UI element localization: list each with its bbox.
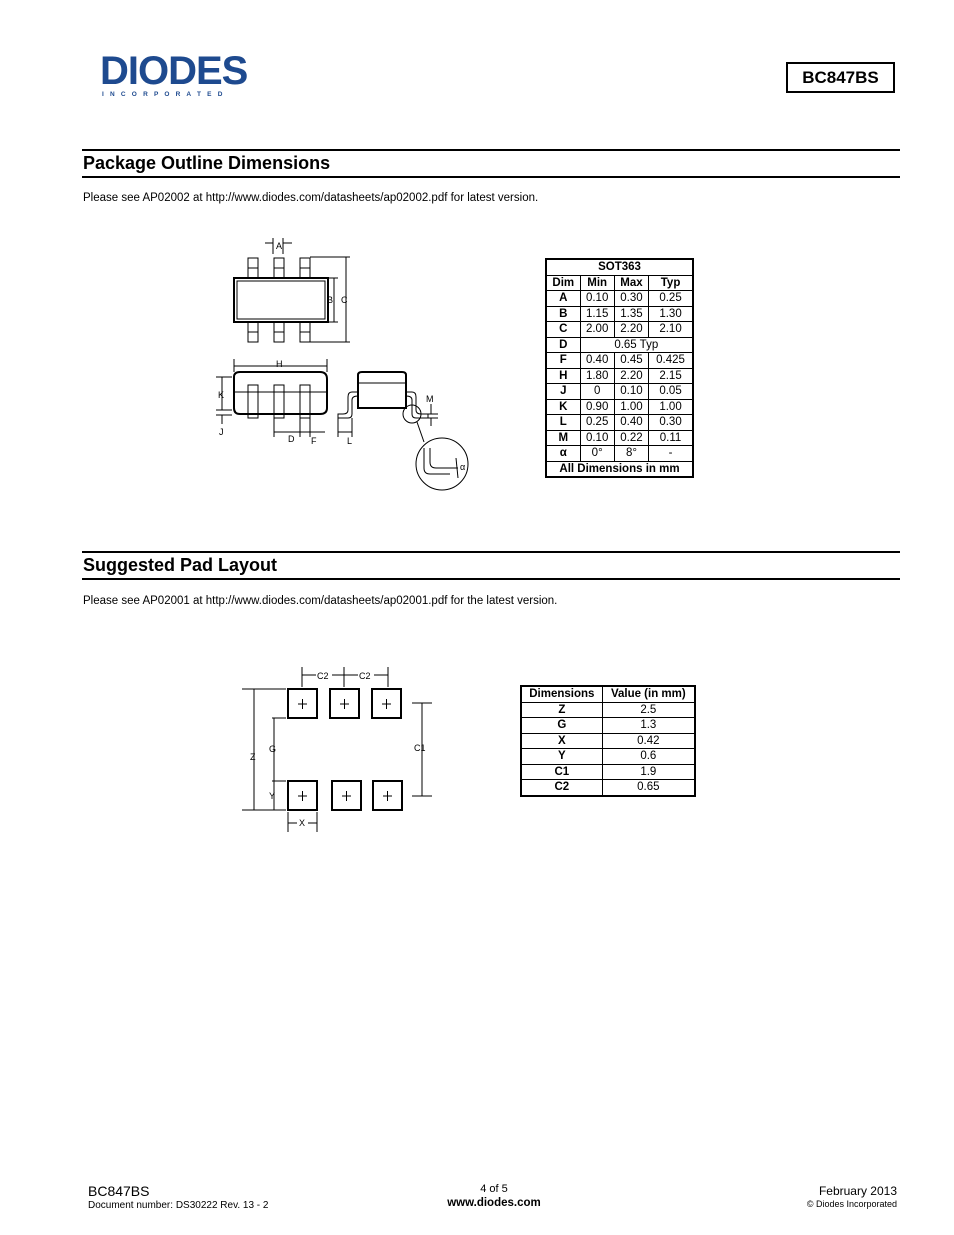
table-cell: 0.05 (649, 384, 693, 400)
part-number-box (786, 62, 895, 93)
pad-layout-drawing (240, 662, 440, 837)
table-cell: 0.25 (580, 415, 614, 431)
dim-label-alpha: α (460, 462, 466, 472)
section-title-pad-layout: Suggested Pad Layout (82, 551, 900, 580)
table-cell: α (546, 446, 580, 462)
footer-part-number: BC847BS (88, 1183, 150, 1199)
table-cell: 0.30 (614, 291, 648, 307)
table-cell: A (546, 291, 580, 307)
table-cell: 8° (614, 446, 648, 462)
footer-page: 4 of 5 (480, 1183, 508, 1195)
table-cell: 2.20 (614, 368, 648, 384)
footer-copyright: © Diodes Incorporated (806, 1199, 897, 1209)
table-row (521, 733, 695, 749)
table-cell: X (521, 733, 602, 749)
section-title-package-outline: Package Outline Dimensions (82, 149, 900, 178)
logo-text: DIODES (100, 50, 248, 93)
table-footer-row (546, 461, 693, 477)
footer-website-link[interactable]: www.diodes.com (447, 1197, 541, 1209)
table-cell: K (546, 399, 580, 415)
table-row (546, 322, 693, 338)
table-row (546, 306, 693, 322)
table-cell: 0 (580, 384, 614, 400)
dim-label-h: H (276, 359, 283, 369)
table-cell: C1 (521, 764, 602, 780)
table-cell: C (546, 322, 580, 338)
table-row (546, 353, 693, 369)
dim-label-b: B (327, 295, 334, 305)
table-cell: D (546, 337, 580, 353)
pad-label-g: G (269, 744, 277, 754)
column-header: Max (614, 275, 648, 291)
table-row (546, 446, 693, 462)
table-cell: 0.42 (602, 733, 695, 749)
table-cell: 2.15 (649, 368, 693, 384)
table-footer: All Dimensions in mm (546, 461, 693, 477)
dim-label-f: F (311, 436, 317, 446)
table-cell: B (546, 306, 580, 322)
column-header: Min (580, 275, 614, 291)
table-row (546, 430, 693, 446)
table-cell: 0.22 (614, 430, 648, 446)
table-cell: 2.00 (580, 322, 614, 338)
table-cell: Y (521, 749, 602, 765)
table-cell: L (546, 415, 580, 431)
table-cell: 2.20 (614, 322, 648, 338)
pad-label-z: Z (250, 752, 256, 762)
table-row (546, 368, 693, 384)
table-row (521, 718, 695, 734)
column-header: Dim (546, 275, 580, 291)
part-number: BC847BS (802, 67, 879, 87)
table-cell: 1.3 (602, 718, 695, 734)
table-cell: G (521, 718, 602, 734)
table-cell: 0.11 (649, 430, 693, 446)
table-cell: 0.25 (649, 291, 693, 307)
diodes-logo (100, 50, 275, 100)
table-cell: 1.00 (649, 399, 693, 415)
table-row (521, 702, 695, 718)
table-cell: 1.30 (649, 306, 693, 322)
pad-label-x: X (299, 818, 306, 828)
table-cell: 0.6 (602, 749, 695, 765)
package-outline-drawing (210, 232, 480, 497)
footer-doc-number: Document number: DS30222 Rev. 13 - 2 (88, 1200, 269, 1211)
table-cell: 1.9 (602, 764, 695, 780)
table-cell: 0.10 (580, 291, 614, 307)
table-cell: 1.80 (580, 368, 614, 384)
table-cell: 1.15 (580, 306, 614, 322)
table-cell: 0.40 (614, 415, 648, 431)
table-cell: 1.00 (614, 399, 648, 415)
dim-label-k: K (218, 390, 225, 400)
table-header-row (546, 275, 693, 291)
table-cell: C2 (521, 780, 602, 796)
table-cell: 0.45 (614, 353, 648, 369)
table-cell: J (546, 384, 580, 400)
pad-label-c2-right: C2 (359, 671, 371, 681)
table-cell: 1.35 (614, 306, 648, 322)
dim-label-a: A (276, 241, 283, 251)
logo-subtext: I N C O R P O R A T E D (102, 91, 225, 98)
table-cell: 0.425 (649, 353, 693, 369)
table-cell: 2.10 (649, 322, 693, 338)
pad-label-c1: C1 (414, 743, 426, 753)
package-outline-note: Please see AP02002 at http://www.diodes.com/datasheets/ap02002.pdf for latest version. (83, 192, 539, 204)
table-cell: 0.10 (614, 384, 648, 400)
sot363-dimensions-table (545, 258, 694, 478)
column-header: Dimensions (521, 686, 602, 702)
table-row (546, 384, 693, 400)
table-cell: 0.90 (580, 399, 614, 415)
dim-label-d: D (288, 434, 295, 444)
pad-dimensions-table (520, 685, 696, 797)
table-cell: 2.5 (602, 702, 695, 718)
table-cell: F (546, 353, 580, 369)
table-row (546, 415, 693, 431)
pad-label-y: Y (269, 791, 276, 801)
table-cell: 0° (580, 446, 614, 462)
table-cell: 0.10 (580, 430, 614, 446)
table-cell: 0.65 Typ (580, 337, 693, 353)
table-row (521, 749, 695, 765)
table-cell: M (546, 430, 580, 446)
table-row (521, 764, 695, 780)
table-title-row (546, 259, 693, 275)
pad-layout-note: Please see AP02001 at http://www.diodes.com/datasheets/ap02001.pdf for the latest version. (83, 595, 558, 607)
table-row (546, 399, 693, 415)
table-title: SOT363 (546, 259, 693, 275)
table-row (546, 337, 693, 353)
table-cell: 0.30 (649, 415, 693, 431)
table-cell: Z (521, 702, 602, 718)
column-header: Value (in mm) (602, 686, 695, 702)
table-cell: - (649, 446, 693, 462)
footer-date: February 2013 (818, 1184, 897, 1198)
table-cell: 0.65 (602, 780, 695, 796)
table-cell: H (546, 368, 580, 384)
table-header-row (521, 686, 695, 702)
dim-label-l: L (347, 436, 353, 446)
table-cell: 0.40 (580, 353, 614, 369)
column-header: Typ (649, 275, 693, 291)
dim-label-c: C (341, 295, 348, 305)
table-row (521, 780, 695, 796)
pad-label-c2-left: C2 (317, 671, 329, 681)
dim-label-m: M (426, 394, 434, 404)
table-row (546, 291, 693, 307)
dim-label-j: J (219, 427, 224, 437)
